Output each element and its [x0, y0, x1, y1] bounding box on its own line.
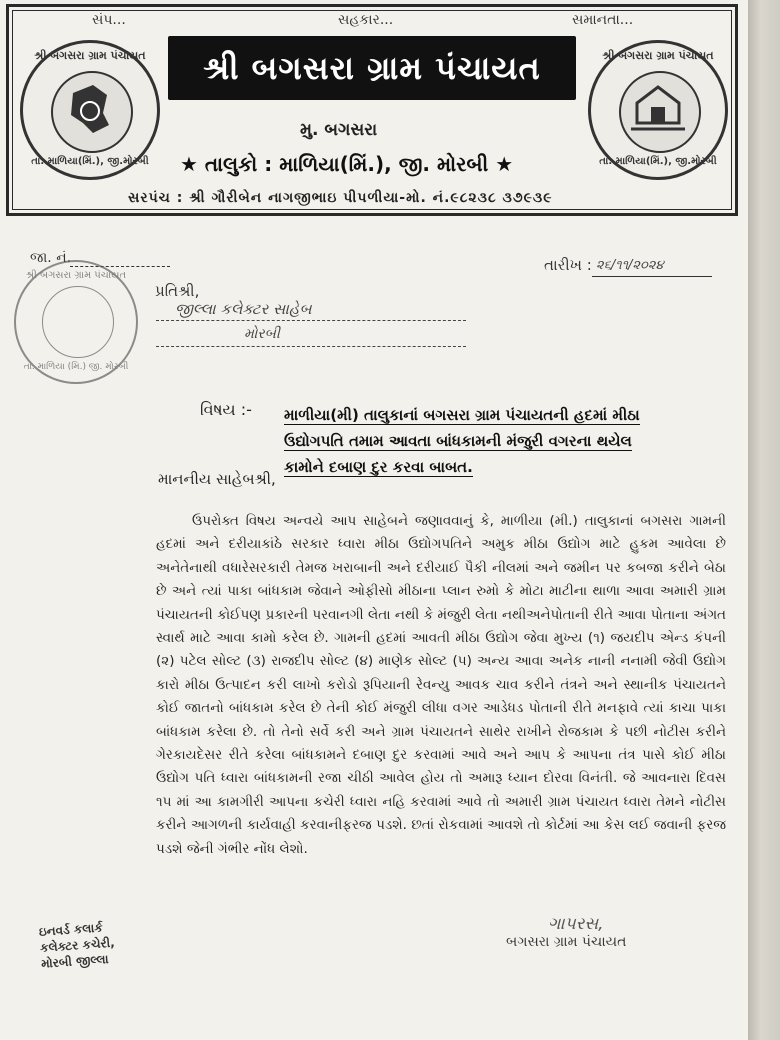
addressee-name: જીલ્લા કલેક્ટર સાહેબ — [175, 300, 312, 318]
date-underline — [592, 276, 712, 277]
date-value: ૨૬/૧૧/૨૦૨૪ — [596, 258, 664, 273]
village-line: મુ. બગસરા — [300, 120, 378, 140]
signatory-title: બગસરા ગ્રામ પંચાયત — [506, 934, 627, 950]
stamp-emblem-icon — [42, 286, 114, 358]
subject-label: વિષય :- — [200, 400, 252, 419]
map-emblem-icon — [51, 71, 133, 153]
motto-left: સંપ... — [92, 12, 126, 28]
background-surface — [748, 0, 780, 1040]
taluka-line: ★ તાલુકો : માળિયા(મિં.), જી. મોરબી ★ — [180, 152, 514, 176]
addressee-line-1 — [156, 320, 466, 321]
to-label: પ્રતિશ્રી, — [155, 282, 200, 300]
seal-left-bottom-text: તા. માળિયા(મિં.), જી.મોરબી — [31, 156, 149, 167]
panchayat-seal-left — [20, 40, 160, 180]
letter-body: ઉપરોક્ત વિષય અન્વયે આપ સાહેબને જણાવવાનું કે, માળીયા (મી.) તાલુકાનાં બગસરા ગામની હદમાં અને દરીયાકાંઠે સરકાર ધ્વારા મીઠા ઉદ્યોગપતિને અમુક મીઠા ઉદ્યોગ માટે હુકમ આવેલા છે અનેતેનાથી વધારેસરકારી તેમજ ખરાબાની અને દરીયાઈ પૈકી નીલમાં અને જમીન પર કબજા કરીને બેઠા છે અને ત્યાં પાકા બાંધકામ જેવાને ઓફીસો મીઠાના પ્લાન રુમો કે મોટા માટીના થાળા આવા અમારી ગ્રામ પંચાયતની કોઈપણ પ્રકારની પરવાનગી લેતા નથી કે મંજુરી લેતા નથીઅનેપોતાની રીતે આવા પોતાના અંગત સ્વાર્થ માટે આવા કામો કરેલ છે. ગામની હદમાં આવતી મીઠા ઉદ્યોગ જેવા મુખ્ય (૧) જયદીપ એન્ડ કંપની (૨) પટેલ સોલ્ટ (૩) રાજદીપ સોલ્ટ (૪) માણેક સોલ્ટ (૫) અન્ય આવા અનેક નાની નનામી જેવી ઉદ્યોગ કારો મીઠા ઉત્પાદન કરી લાખો કરોડો રૂપિયાની રેવન્યુ આવક ચાવ કરીને તંત્રને અને સ્થાનીક પંચાયતને કોઈ જાતનો બાંધકામ કરેલ છે તેની કોઈ મંજુરી લીધા વગર આડેધડ પોતાની રીતે મનફાવે ત્યાં કાચા પાકા બાંધકામ કરેલા છે. તો તેનો સર્વે કરી અને ગ્રામ પંચાયતને સાથેર રાખીને રોજકામ કે પછી નોટીસ કરીને ગેરકાયદેસર રીતે કરેલા બાંધકામને દબાણ દુર કરવામાં આવે અને આપ કે આપના તંત્ર પાસે કોઈ મીઠા ઉદ્યોગ પતિ ધ્વારા બાંધકામની રજા ચીઠી આવેલ હોય તો અમારૂ ધ્યાન દોરવા વિનંતી. જે આવનારા દિવસ ૧૫ માં આ કામગીરી આપના કચેરી ધ્વારા નહિ કરવામાં આવે તો અમારી ગ્રામ પંચાયત ધ્વારા તેમને નોટીસ કરીને આગળની કાર્યવાહી કરવાનીફરજ પડશે. છતાં રોકવામાં આવશે તો કોર્ટમાં આ કેસ લઈ જવાની ફરજ પડશે જેની ગંભીર નોંધ લેશો. — [156, 513, 726, 857]
stamp-top-text: શ્રી બગસરા ગ્રામ પંચાયત — [25, 270, 127, 281]
sarpanch-signature: ગાપરસ, — [548, 914, 604, 934]
subject-line: કામોને દબાણ દુર કરવા બાબત. — [284, 458, 473, 476]
stamp-bottom-text: તા. માળિયા (મિ.) જી. મોરબી — [23, 362, 129, 372]
inward-line: મોરબી જીલ્લા — [40, 952, 109, 971]
subject-text — [284, 402, 724, 480]
ref-number-label: જા. નં. — [30, 250, 72, 266]
subject-line: ઉદ્યોગપતિ તમામ આવતા બાંધકામની મંજુરી વગરના થયેલ — [284, 432, 632, 450]
seal-right-bottom-text: તા. માળિયા(મિં.), જી.મોરબી — [599, 156, 717, 167]
panchayat-title: શ્રી બગસરા ગ્રામ પંચાયત — [168, 36, 576, 100]
seal-right-top-text: શ્રી બગસરા ગ્રામ પંચાયત — [602, 49, 714, 62]
seal-left-top-text: શ્રી બગસરા ગ્રામ પંચાયત — [34, 49, 146, 62]
subject-line: માળીયા(મી) તાલુકાનાં બગસરા ગ્રામ પંચાયતની હદમાં મીઠા — [284, 406, 640, 424]
panchayat-seal-right — [588, 40, 728, 180]
inward-clerk-stamp — [38, 916, 151, 972]
inward-line: કલેક્ટર કચેરી, — [39, 935, 116, 955]
salutation: માનનીય સાહેબશ્રી, — [158, 470, 276, 488]
motto-right: સમાનતા... — [572, 12, 634, 28]
addressee-city: મોરબી — [244, 326, 280, 342]
sarpanch-line: સરપંચ : શ્રી ગૌરીબેન નાગજીભાઇ પીપળીયા-મો. નં.૯૮૨૩૮ ૩૭૯૩૯ — [128, 190, 553, 206]
temple-emblem-icon — [619, 71, 701, 153]
date-label: તારીખ : — [544, 256, 592, 274]
motto-center: સહકાર... — [338, 12, 394, 28]
inward-line: ઇનવર્ડ કલાર્ક — [38, 920, 104, 939]
panchayat-round-stamp — [14, 260, 138, 384]
addressee-line-2 — [156, 346, 466, 347]
